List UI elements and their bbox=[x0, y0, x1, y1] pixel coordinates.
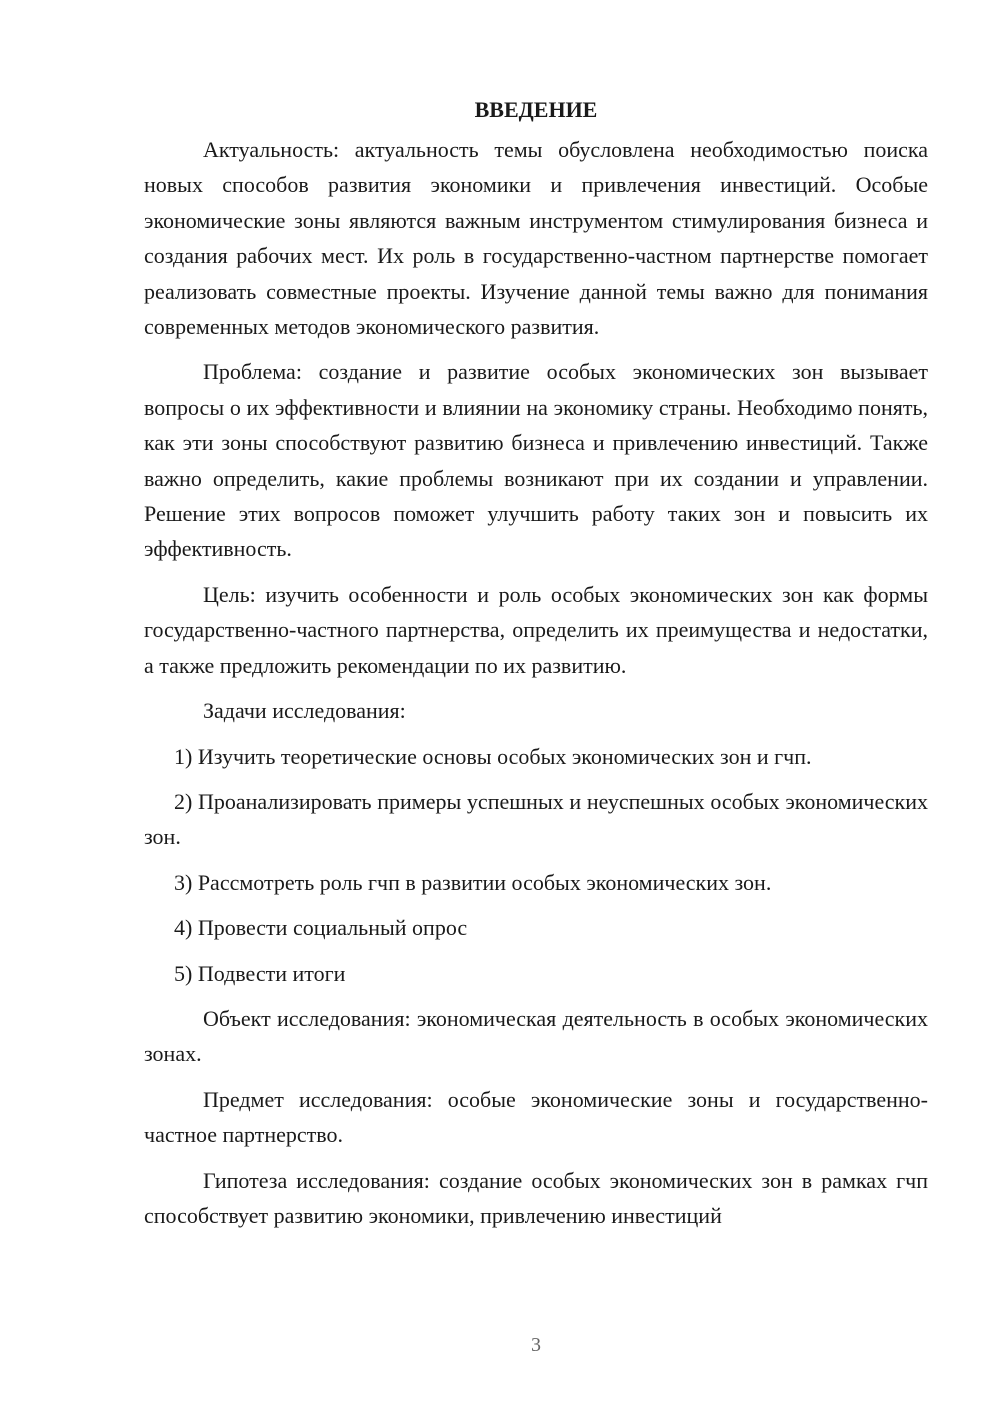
section-title: ВВЕДЕНИЕ bbox=[474, 97, 598, 122]
task-item: 1) Изучить теоретические основы особых экономических зон и гчп. bbox=[174, 743, 812, 769]
hypothesis-paragraph: Гипотеза исследования: создание особых экономических зон в рамках гчп способствует развитию экономики, привлечению инвестиций bbox=[144, 1167, 928, 1228]
document-body bbox=[144, 92, 928, 1243]
task-item: 2) Проанализировать примеры успешных и неуспешных особых экономических зон. bbox=[144, 788, 928, 850]
task-item: 3) Рассмотреть роль гчп в развитии особых экономических зон. bbox=[174, 869, 772, 895]
goal-paragraph: Цель: изучить особенности и роль особых экономических зон как формы государственно-частного партнерства, определить их преимущества и недостатки, а также предложить рекомендации по их развитию. bbox=[144, 581, 928, 678]
page-number: 3 bbox=[531, 1334, 541, 1356]
task-item: 4) Провести социальный опрос bbox=[174, 915, 468, 941]
tasks-label: Задачи исследования: bbox=[203, 698, 406, 724]
task-item: 5) Подвести итоги bbox=[174, 960, 346, 986]
relevance-paragraph: Актуальность: актуальность темы обусловлена необходимостью поиска новых способов развития экономики и привлечения инвестиций. Особые экономические зоны являются важным инструментом стимулирования бизнеса и создания рабочих мест. Их роль в государственно-частном партнерстве помогает реализовать совместные проекты. Изучение данной темы важно для понимания современных методов экономического развития. bbox=[144, 137, 928, 340]
object-paragraph: Объект исследования: экономическая деятельность в особых экономических зонах. bbox=[144, 1005, 928, 1067]
problem-paragraph: Проблема: создание и развитие особых экономических зон вызывает вопросы о их эффективности и влиянии на экономику страны. Необходимо понять, как эти зоны способствуют развитию бизнеса и привлечению инвестиций. Также важно определить, какие проблемы возникают при их создании и управлении. Решение этих вопросов поможет улучшить работу таких зон и повысить их эффективность. bbox=[144, 359, 928, 562]
subject-paragraph: Предмет исследования: особые экономические зоны и государственно-частное партнерство. bbox=[144, 1086, 928, 1148]
